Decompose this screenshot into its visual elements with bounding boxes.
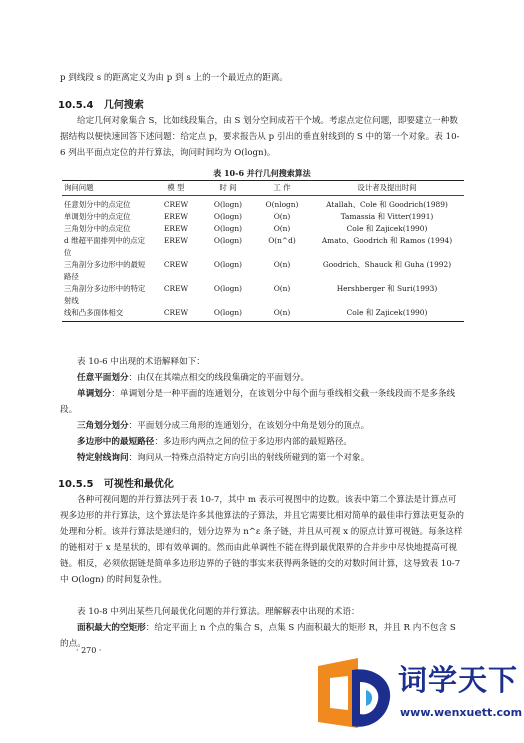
cell-work: O(n) xyxy=(273,260,291,269)
cell-model: CREW xyxy=(163,284,189,293)
cell-time: O(logn) xyxy=(213,212,243,221)
term-definition: ：平面划分成三角形的连通划分，在该划分中角是划分的顶点。 xyxy=(128,421,370,431)
watermark-logo xyxy=(308,648,523,738)
section-title: 可视性和最优化 xyxy=(103,479,174,490)
cell-time: O(logn) xyxy=(213,200,243,209)
cell-query: 三角剖分多边形中的特定射线 xyxy=(64,284,146,305)
cell-work: O(nlogn) xyxy=(265,200,299,209)
cell-work: O(n) xyxy=(273,224,291,233)
cell-time: O(logn) xyxy=(213,236,243,245)
term-definition: ：询问从一特殊点沿特定方向引出的射线所碰到的第一个对象。 xyxy=(128,453,370,463)
cell-query: 三角剖分多边形中的最短路径 xyxy=(64,260,146,281)
cell-model: CREW xyxy=(150,307,202,322)
header-query: 询问问题 xyxy=(62,181,150,196)
cell-work: O(n^d) xyxy=(268,236,296,245)
cell-designer: Atallah、Cole 和 Goodrich(1989) xyxy=(326,200,448,209)
watermark-url: www.wenxuett.com xyxy=(400,706,523,719)
watermark-name: 词学天下 xyxy=(398,663,519,697)
cell-designer: Hershberger 和 Suri(1993) xyxy=(336,284,438,293)
section-title: 几何搜索 xyxy=(103,100,144,111)
cell-model: EREW xyxy=(164,224,188,233)
table-row xyxy=(62,196,464,212)
paragraph-visibility: 各种可视问题的并行算法列于表 10-7，其中 m 表示可视图中的边数。该表中第二个算法是计算点可视多边形的并行算法，这个算法是许多其他算法的子算法，并且它需要比相对简单的最佳串行算法更复杂的处理和分析。该并行算法是递归的，划分边界为 n^ε 条子链，并且从可视 x 的原点计算可视链。每条这样的链相对于 x 是星状的，即有效单调的。然而由此单调性不能在得到最优限界的合并步中尽快地提高可视链。相反，必须依据链是简单多边形边界的子链的事实来获得两条链的交的对数时间计算，这导致表 10-7 中 O(logn) 的时间复杂性。 xyxy=(60,495,464,585)
term-label: 单调划分 xyxy=(77,389,112,399)
header-model: 模 型 xyxy=(150,181,202,196)
header-work: 工 作 xyxy=(254,181,310,196)
cell-designer: Cole 和 Zajicek(1990) xyxy=(346,224,428,233)
header-designer: 设计者及提出时间 xyxy=(310,181,464,196)
cell-query: 三角划分中的点定位 xyxy=(64,224,131,233)
cell-model: CREW xyxy=(163,200,189,209)
cell-query: 单调划分中的点定位 xyxy=(64,212,131,221)
section-heading-geometric-search xyxy=(58,96,144,111)
cell-designer: Tamassia 和 Vitter(1991) xyxy=(340,212,434,221)
table-row xyxy=(62,259,464,283)
cell-time: O(logn) xyxy=(213,260,243,269)
cell-query: 线和凸多面体相交 xyxy=(62,307,150,322)
cell-work: O(n) xyxy=(254,307,310,322)
table-row xyxy=(62,307,464,322)
cell-work: O(n) xyxy=(273,212,291,221)
cell-model: EREW xyxy=(164,212,188,221)
cell-designer: Cole 和 Zajicek(1990) xyxy=(310,307,464,322)
term-label: 面积最大的空矩形 xyxy=(77,623,146,633)
term-label: 特定射线询问 xyxy=(77,453,129,463)
term-arbitrary-subdivision xyxy=(60,370,464,386)
table-caption: 表 10-6 并行几何搜索算法 xyxy=(213,168,311,178)
section-heading-visibility xyxy=(58,475,174,490)
continued-text: p 到线段 s 的距离定义为由 p 到 s 上的一个最近点的距离。 xyxy=(60,73,289,83)
paragraph-point-location: 给定几何对象集合 S，比如线段集合，由 S 划分空间成若干个域。考虑点定位问题，即要建立一种数据结构以便快速回答下述问题：给定点 p，要求报告从 p 引出的垂直射线到的 S 中的第一个对象。表 10-6 列出平面点定位的并行算法，询问时间均为 O(logn)。 xyxy=(60,116,460,158)
cell-time: O(logn) xyxy=(213,224,243,233)
term-ray-shooting xyxy=(60,450,464,466)
term-definition: ：由仅在其端点相交的线段集确定的平面划分。 xyxy=(128,373,310,383)
cell-query: d 维超平面排列中的点定位 xyxy=(64,236,145,257)
table-row xyxy=(62,283,464,307)
term-definition: ：多边形内两点之间的位于多边形内部的最短路径。 xyxy=(154,437,353,447)
term-monotone-subdivision xyxy=(60,386,464,418)
section-number: 10.5.4 xyxy=(58,100,94,111)
term-definition: ：给定平面上 n 个点的集合 S，点集 S 内面积最大的矩形 R，并且 R 内不包含 S 的点。 xyxy=(60,623,456,649)
terms-intro: 表 10-6 中出现的术语解释如下： xyxy=(77,357,205,367)
cell-time: O(logn) xyxy=(213,284,243,293)
logo-mark-icon xyxy=(312,652,394,734)
cell-model: EREW xyxy=(164,236,188,245)
parallel-geometry-search-table xyxy=(62,180,464,322)
section-number: 10.5.5 xyxy=(58,479,94,490)
cell-query: 任意划分中的点定位 xyxy=(64,200,131,209)
table-header-row xyxy=(62,181,464,196)
page-number: · 270 · xyxy=(76,646,102,655)
term-label: 多边形中的最短路径 xyxy=(77,437,155,447)
header-time: 时 间 xyxy=(202,181,254,196)
term-triangulated-subdivision xyxy=(60,418,464,434)
cell-designer: Goodrich、Shauck 和 Guha (1992) xyxy=(322,260,452,269)
term-label: 任意平面划分 xyxy=(77,373,129,383)
table-row xyxy=(62,211,464,223)
cell-designer: Amato、Goodrich 和 Ramos (1994) xyxy=(321,236,453,245)
table-row xyxy=(62,235,464,259)
table-row xyxy=(62,223,464,235)
cell-work: O(n) xyxy=(273,284,291,293)
cell-model: CREW xyxy=(163,260,189,269)
cell-time: O(logn) xyxy=(202,307,254,322)
term-definition: ：单调划分是一种平面的连通划分，在该划分中每个面与垂线相交截一条线段而不是多条线段。 xyxy=(60,389,456,415)
term-label: 三角划分划分 xyxy=(77,421,129,431)
term-shortest-path xyxy=(60,434,464,450)
paragraph-optimization: 表 10-8 中列出某些几何最优化问题的并行算法。理解解表中出现的术语： xyxy=(77,607,360,617)
